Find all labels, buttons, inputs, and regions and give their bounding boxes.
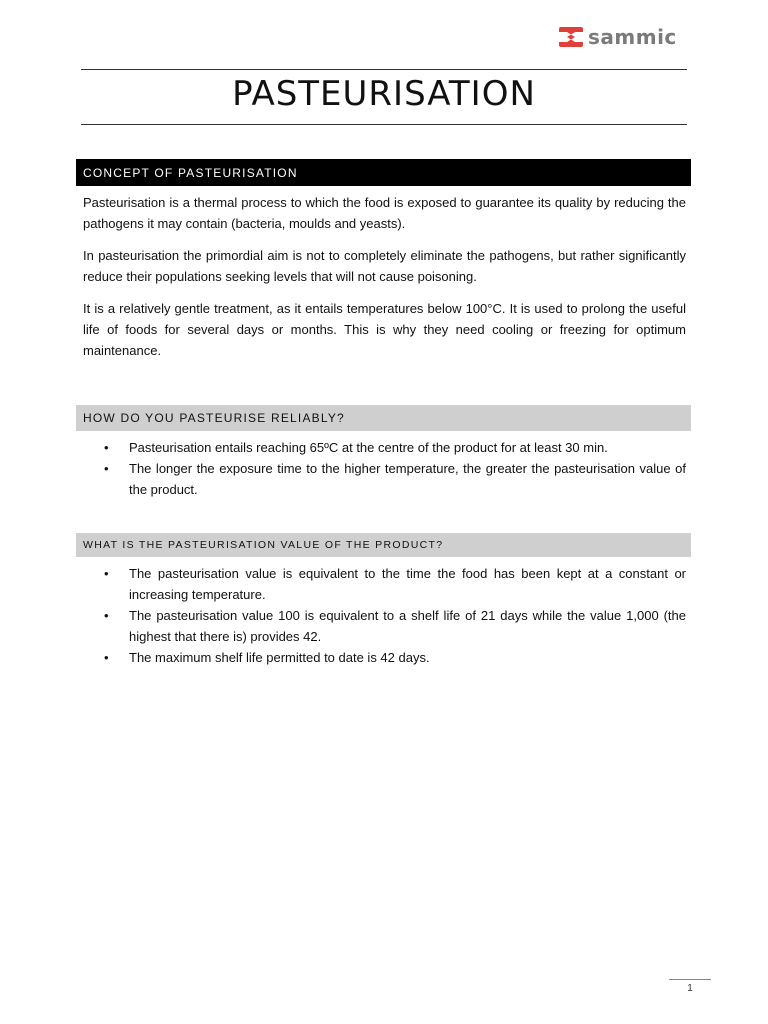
brand-name: sammic <box>588 25 677 49</box>
title-bottom-rule <box>81 124 687 125</box>
brand-logo <box>558 26 677 48</box>
list-item <box>83 563 686 605</box>
paragraph: Pasteurisation is a thermal process to which the food is exposed to guarantee its quality by reducing the pathogens it may contain (bacteria, moulds and yeasts). <box>83 195 686 231</box>
section-heading-concept: CONCEPT OF PASTEURISATION <box>76 159 691 186</box>
section-heading-value: WHAT IS THE PASTEURISATION VALUE OF THE PRODUCT? <box>76 533 691 557</box>
list-item <box>83 437 686 458</box>
section-heading-how: HOW DO YOU PASTEURISE RELIABLY? <box>76 405 691 431</box>
list-item <box>83 647 686 668</box>
list-item <box>83 458 686 500</box>
bullet-list <box>83 437 686 500</box>
bullet-list <box>83 563 686 668</box>
bullet-icon: • <box>104 650 109 665</box>
paragraph: It is a relatively gentle treatment, as it entails temperatures below 100°C. It is used to prolong the useful life of foods for several days or months. This is why they need cooling or freezing for optimum maintenance. <box>83 301 686 358</box>
bullet-icon: • <box>104 566 109 581</box>
list-item <box>83 605 686 647</box>
page-title: PASTEURISATION <box>232 74 536 114</box>
bullet-icon: • <box>104 440 109 455</box>
list-item-text: Pasteurisation entails reaching 65ºC at the centre of the product for at least 30 min. <box>129 440 608 455</box>
page-number: 1 <box>687 983 693 994</box>
list-item-text: The maximum shelf life permitted to date is 42 days. <box>129 650 430 665</box>
bullet-icon: • <box>104 608 109 623</box>
list-item-text: The longer the exposure time to the higher temperature, the greater the pasteurisation value of the product. <box>129 461 686 497</box>
paragraph: In pasteurisation the primordial aim is not to completely eliminate the pathogens, but rather significantly reduce their populations seeking levels that will not cause poisoning. <box>83 248 686 284</box>
title-top-rule <box>81 69 687 70</box>
list-item-text: The pasteurisation value is equivalent to the time the food has been kept at a constant or increasing temperature. <box>129 566 686 602</box>
list-item-text: The pasteurisation value 100 is equivalent to a shelf life of 21 days while the value 1,000 (the highest that there is) provides 42. <box>129 608 686 644</box>
footer-rule <box>669 979 711 980</box>
bullet-icon: • <box>104 461 109 476</box>
sammic-logo-icon <box>558 26 584 48</box>
